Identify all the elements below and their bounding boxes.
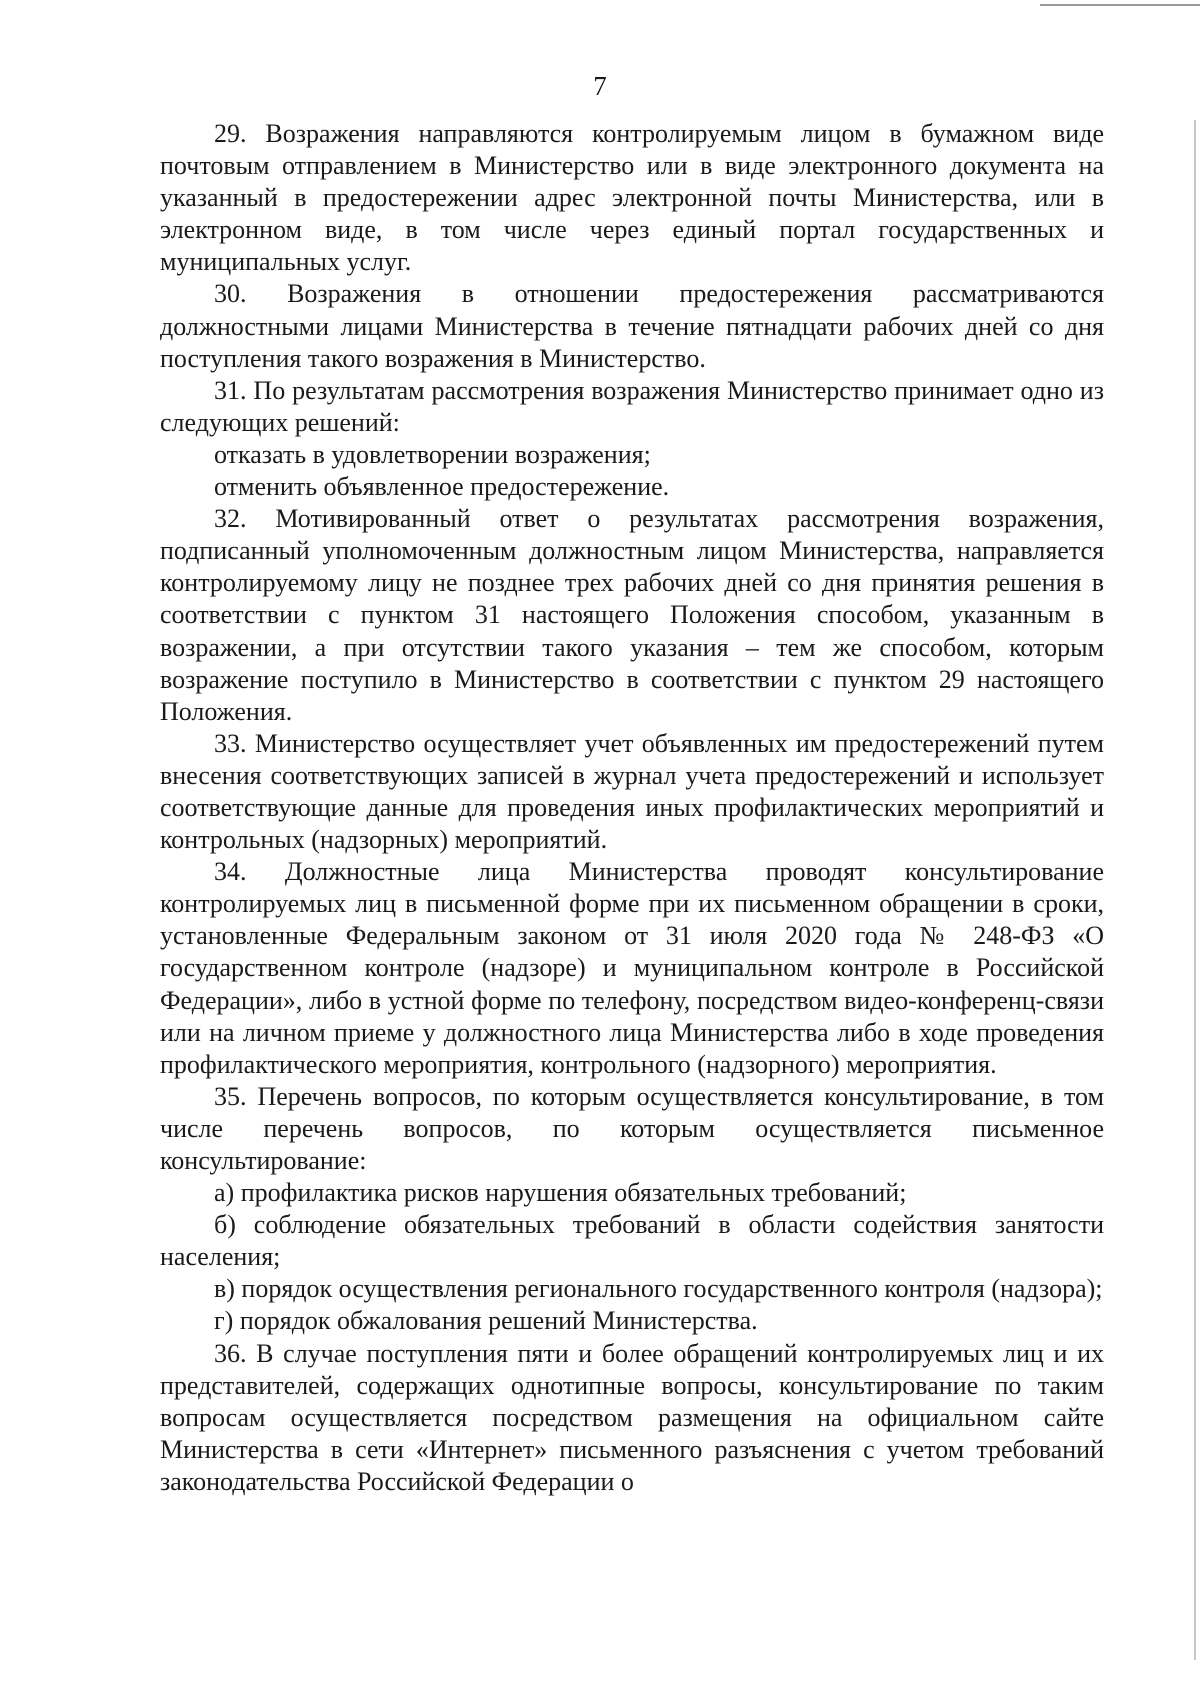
list-item-b: б) соблюдение обязательных требований в области содействия занятости населения; xyxy=(160,1210,1104,1272)
list-item-cancel: отменить объявленное предостережение. xyxy=(214,472,670,502)
list-item-g: г) порядок обжалования решений Министерства. xyxy=(214,1306,758,1336)
paragraph-33: 33. Министерство осуществляет учет объявленных им предостережений путем внесения соответствующих записей в журнал учета предостережений и использует соответствующие данные для проведения иных профилактических мероприятий и контрольных (надзорных) мероприятий. xyxy=(160,728,1104,855)
paragraph-31: 31. По результатам рассмотрения возражения Министерство принимает одно из следующих решений: xyxy=(160,375,1104,437)
paragraph-35: 35. Перечень вопросов, по которым осуществляется консультирование, в том числе перечень вопросов, по которым осуществляется письменное консультирование: xyxy=(160,1081,1104,1175)
list-item-v: в) порядок осуществления регионального государственного контроля (надзора); xyxy=(214,1274,1103,1304)
paragraph-36: 36. В случае поступления пяти и более обращений контролируемых лиц и их представителей, содержащих однотипные вопросы, консультирование по таким вопросам осуществляется посредством размещения на официальном сайте Министерства в сети «Интернет» письменного разъяснения с учетом требований законодательства Российской Федерации о xyxy=(160,1338,1104,1496)
scan-edge-top xyxy=(1040,4,1200,6)
document-body xyxy=(160,118,1104,1498)
list-item-refuse: отказать в удовлетворении возражения; xyxy=(214,439,651,469)
list-item-a: а) профилактика рисков нарушения обязательных требований; xyxy=(214,1178,907,1208)
page-number: 7 xyxy=(593,71,607,101)
paragraph-29: 29. Возражения направляются контролируемым лицом в бумажном виде почтовым отправлением в Министерство или в виде электронного документа на указанный в предостережении адрес электронной почты Министерства, или в электронном виде, в том числе через единый портал государственных и муниципальных услуг. xyxy=(160,119,1104,277)
paragraph-34: 34. Должностные лица Министерства проводят консультирование контролируемых лиц в письменной форме при их письменном обращении в сроки, установленные Федеральным законом от 31 июля 2020 года № 248-ФЗ «О государственном контроле (надзоре) и муниципальном контроле в Российской Федерации», либо в устной форме по телефону, посредством видео-конференц-связи или на личном приеме у должностного лица Министерства либо в ходе проведения профилактического мероприятия, контрольного (надзорного) мероприятия. xyxy=(160,857,1104,1079)
paragraph-30: 30. Возражения в отношении предостережения рассматриваются должностными лицами Министерства в течение пятнадцати рабочих дней со дня поступления такого возражения в Министерство. xyxy=(160,279,1104,373)
paragraph-32: 32. Мотивированный ответ о результатах рассмотрения возражения, подписанный уполномоченным должностным лицом Министерства, направляется контролируемому лицу не позднее трех рабочих дней со дня принятия решения в соответствии с пунктом 31 настоящего Положения способом, указанным в возражении, а при отсутствии такого указания – тем же способом, которым возражение поступило в Министерство в соответствии с пунктом 29 настоящего Положения. xyxy=(160,504,1104,726)
scan-edge-right xyxy=(1194,120,1196,1660)
